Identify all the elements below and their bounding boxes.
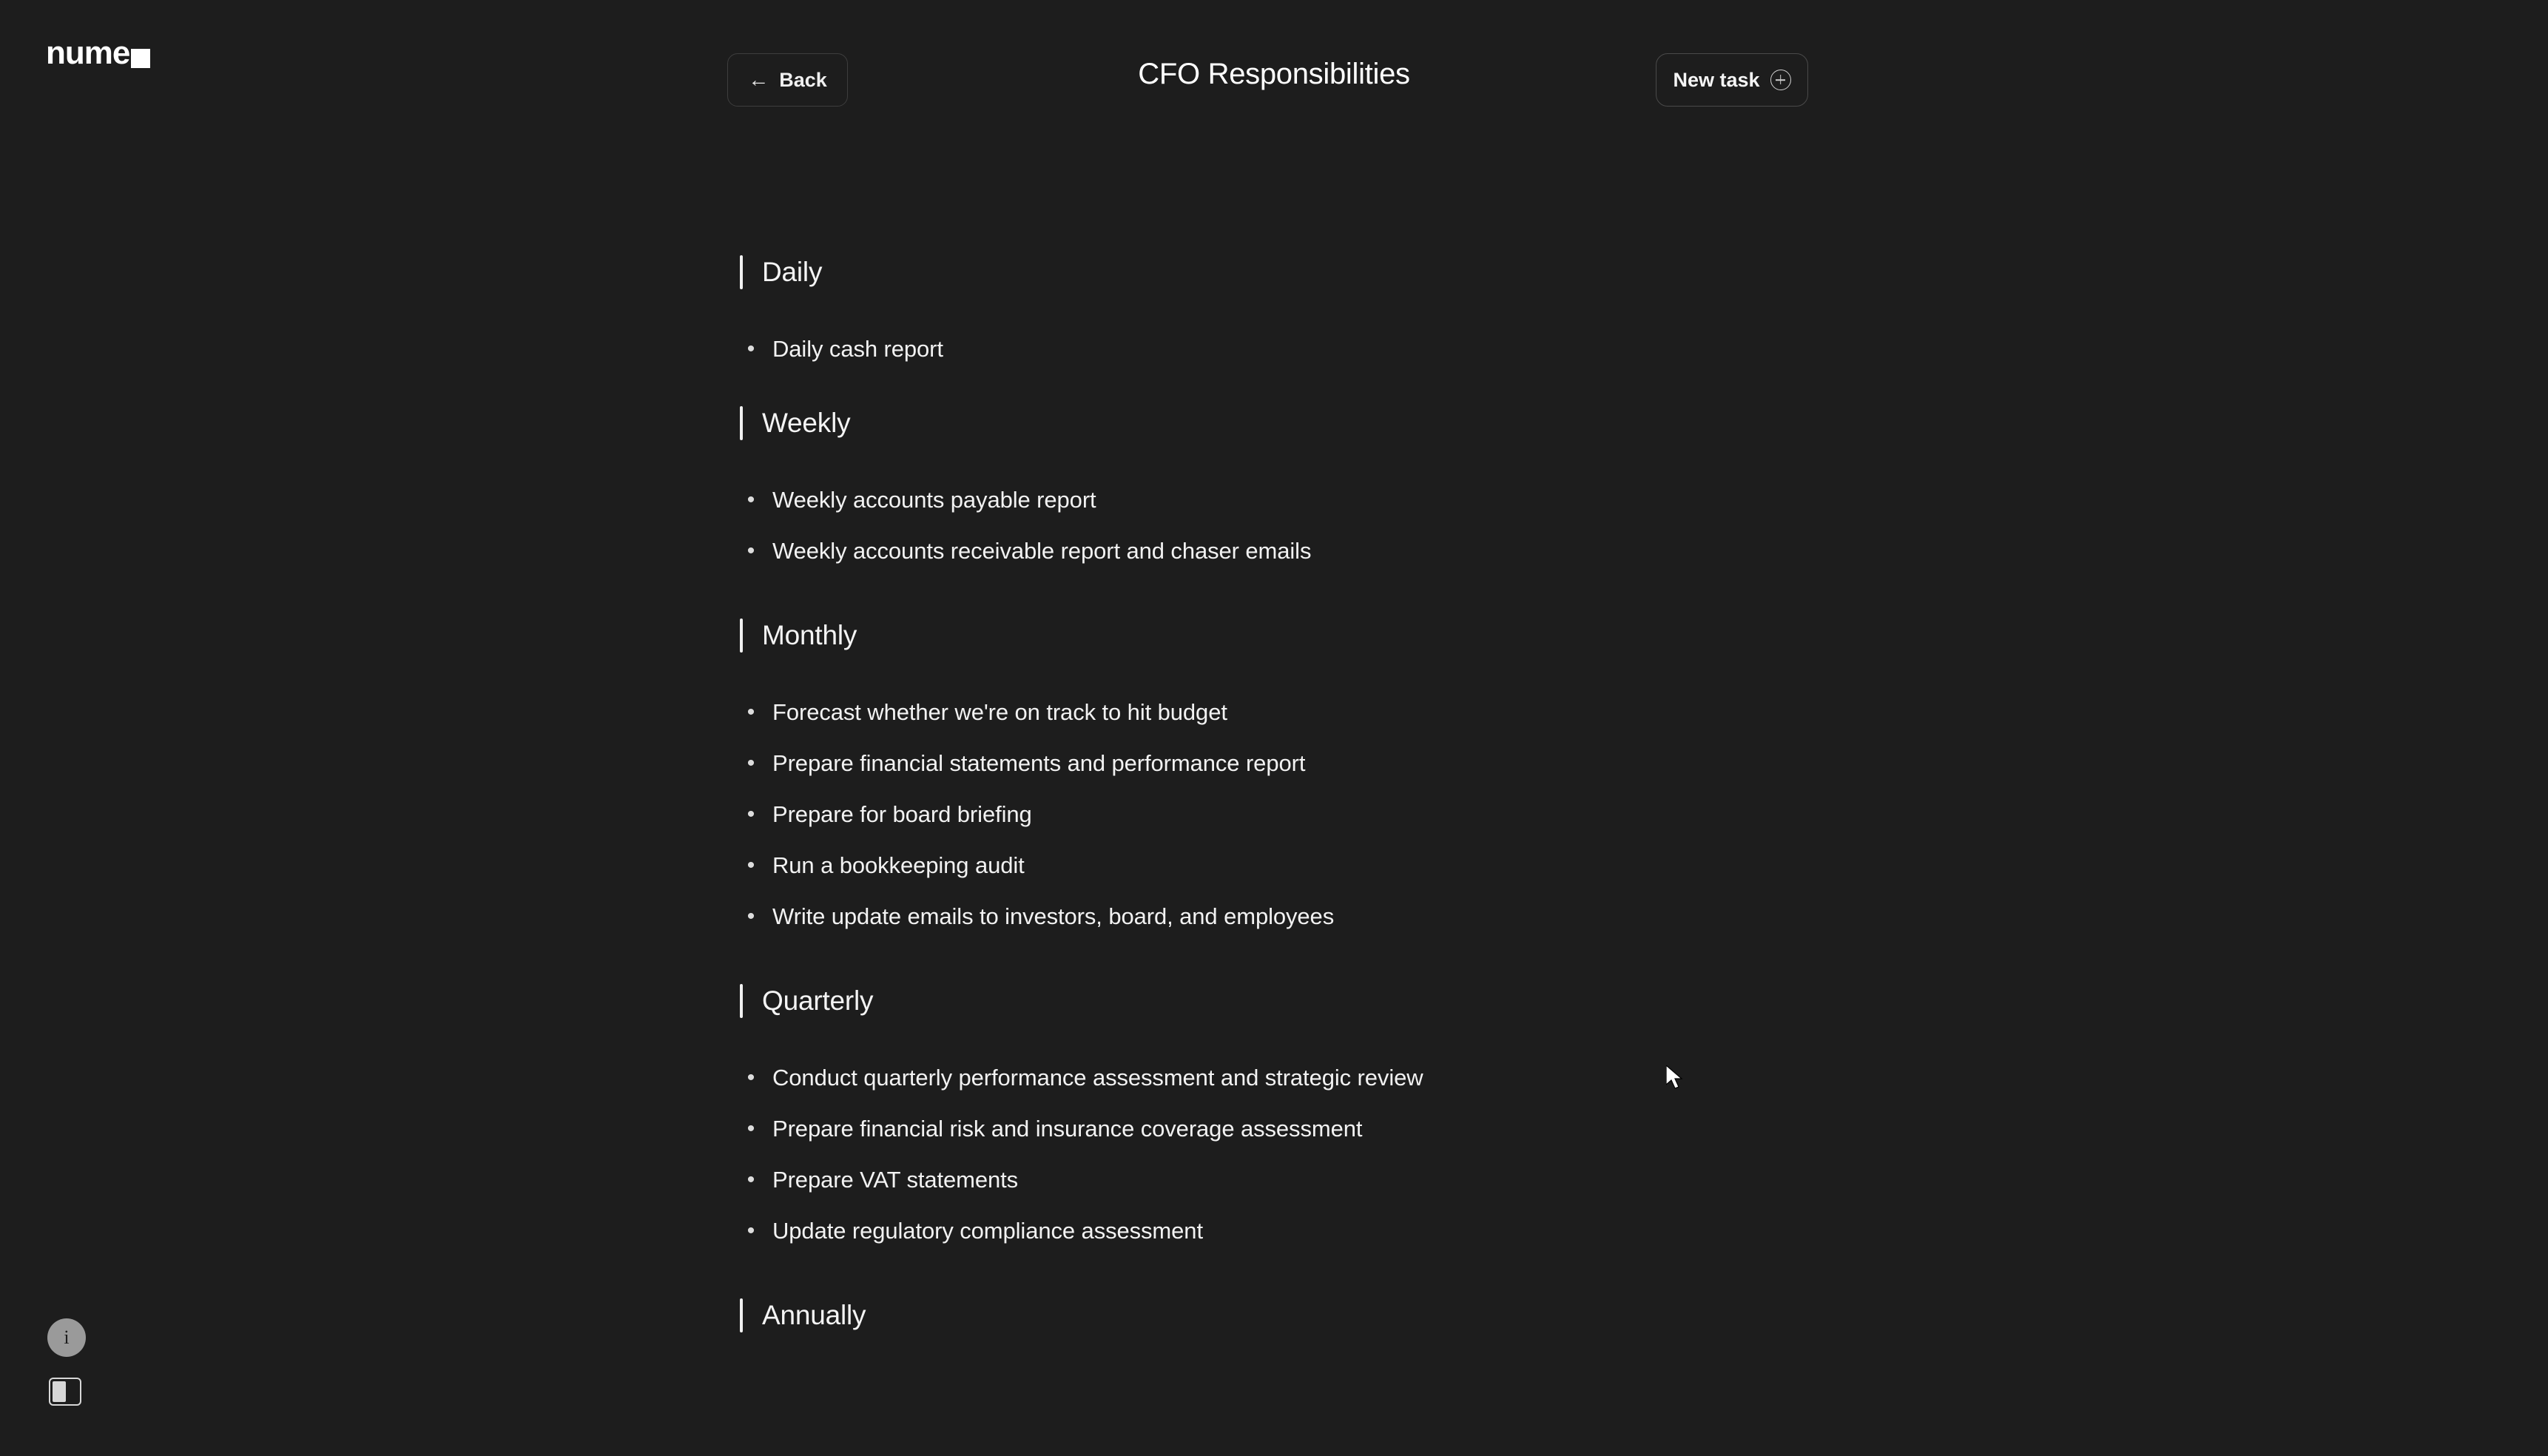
section-accent-bar [740,1298,743,1332]
task-label: Prepare financial risk and insurance coverage assessment [772,1116,1363,1142]
list-item[interactable] [740,1216,1998,1246]
section-annually [740,1295,1998,1336]
page-title: CFO Responsibilities [1138,58,1410,90]
task-label: Write update emails to investors, board, and employees [772,903,1335,929]
bullet-icon: • [746,751,755,775]
plus-circle-icon [1770,70,1791,90]
section-header [740,615,1998,656]
list-item[interactable] [740,698,1998,727]
bullet-icon: • [746,488,755,512]
task-label: Weekly accounts receivable report and chaser emails [772,538,1312,564]
task-label: Run a bookkeeping audit [772,852,1025,878]
bullet-icon: • [746,337,755,361]
section-accent-bar [740,255,743,289]
bullet-icon: • [746,904,755,928]
task-sections [740,252,1998,1378]
panel-toggle-icon[interactable] [49,1378,81,1406]
back-button-label: Back [779,68,827,91]
task-label: Prepare financial statements and performance report [772,750,1306,776]
brand-name: nume [46,35,130,71]
task-label: Update regulatory compliance assessment [772,1218,1203,1244]
task-label: Prepare for board briefing [772,801,1032,827]
list-item[interactable] [740,1165,1998,1195]
section-quarterly [740,980,1998,1246]
task-list [740,698,1998,931]
list-item[interactable] [740,1063,1998,1093]
bullet-icon: • [746,700,755,724]
list-item[interactable] [740,902,1998,931]
list-item[interactable] [740,334,1998,364]
section-title: Monthly [762,620,857,650]
section-header [740,402,1998,444]
list-item[interactable] [740,1114,1998,1144]
task-list [740,1063,1998,1246]
panel-toggle-fill [53,1381,66,1402]
task-label: Conduct quarterly performance assessment and strategic review [772,1065,1423,1091]
task-list [740,334,1998,364]
section-title: Annually [762,1300,866,1330]
section-title: Daily [762,257,823,287]
section-daily [740,252,1998,364]
bullet-icon: • [746,1065,755,1090]
task-label: Daily cash report [772,336,943,362]
section-header [740,1295,1998,1336]
list-item[interactable] [740,749,1998,778]
list-item[interactable] [740,485,1998,515]
section-accent-bar [740,619,743,653]
task-label: Weekly accounts payable report [772,487,1096,513]
new-task-button[interactable] [1656,53,1808,107]
new-task-label: New task [1673,68,1760,91]
arrow-left-icon: ← [748,68,769,91]
list-item[interactable] [740,800,1998,829]
section-weekly [740,402,1998,566]
info-icon-label: i [64,1327,70,1348]
bullet-icon: • [746,1116,755,1141]
section-monthly [740,615,1998,931]
section-header [740,252,1998,293]
section-header [740,980,1998,1022]
section-title: Weekly [762,408,851,438]
bullet-icon: • [746,1167,755,1192]
bullet-icon: • [746,1219,755,1243]
list-item[interactable] [740,536,1998,566]
info-button[interactable] [47,1318,86,1357]
section-accent-bar [740,984,743,1018]
section-title: Quarterly [762,985,874,1016]
section-accent-bar [740,406,743,440]
bullet-icon: • [746,853,755,877]
task-label: Forecast whether we're on track to hit budget [772,699,1227,725]
task-list [740,485,1998,566]
bullet-icon: • [746,539,755,563]
list-item[interactable] [740,851,1998,880]
task-label: Prepare VAT statements [772,1167,1019,1193]
bullet-icon: • [746,802,755,826]
